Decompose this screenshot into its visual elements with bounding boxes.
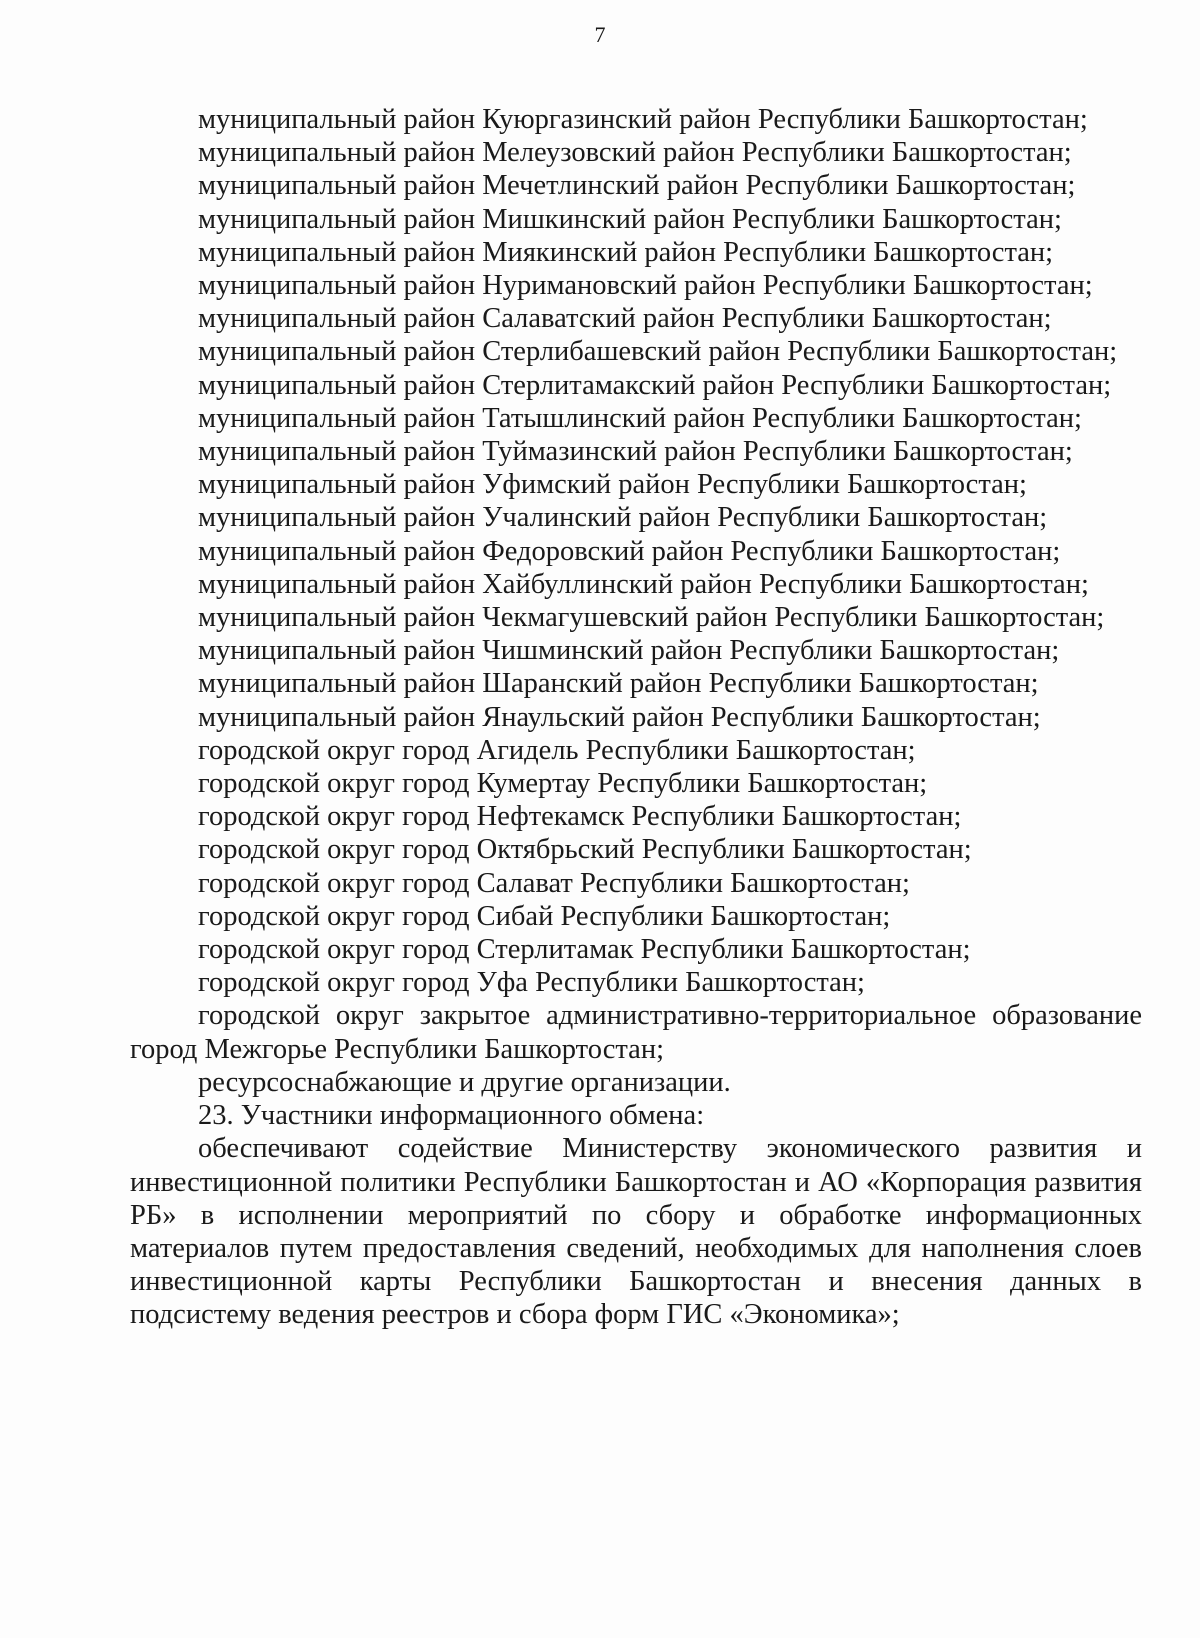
- paragraph: муниципальный район Стерлитамакский район Республики Башкортостан;: [198, 369, 1112, 401]
- page-number: 7: [594, 22, 606, 47]
- paragraph: муниципальный район Миякинский район Республики Башкортостан;: [198, 236, 1054, 268]
- paragraph: муниципальный район Туймазинский район Республики Башкортостан;: [198, 436, 1073, 468]
- paragraph: городской округ город Кумертау Республики Башкортостан;: [198, 768, 928, 800]
- paragraph: городской округ город Уфа Республики Башкортостан;: [198, 967, 865, 999]
- paragraph: городской округ город Октябрьский Республики Башкортостан;: [198, 834, 972, 866]
- paragraph: городской округ город Нефтекамск Республики Башкортостан;: [198, 801, 962, 833]
- paragraph: ресурсоснабжающие и другие организации.: [198, 1066, 731, 1098]
- paragraph: муниципальный район Мишкинский район Республики Башкортостан;: [198, 203, 1062, 235]
- paragraph: муниципальный район Федоровский район Республики Башкортостан;: [198, 535, 1061, 567]
- paragraph: городской округ город Агидель Республики Башкортостан;: [198, 734, 916, 766]
- paragraph: муниципальный район Чишминский район Республики Башкортостан;: [198, 635, 1060, 667]
- paragraph: муниципальный район Салаватский район Республики Башкортостан;: [198, 303, 1052, 335]
- paragraph: муниципальный район Куюргазинский район Республики Башкортостан;: [198, 104, 1088, 135]
- paragraph: муниципальный район Мелеузовский район Республики Башкортостан;: [198, 137, 1072, 169]
- paragraph: муниципальный район Чекмагушевский район Республики Башкортостан;: [198, 602, 1105, 634]
- paragraph: обеспечивают содействие Министерству экономического развития и инвестиционной политики Республики Башкортостан и АО «Корпорация развития РБ» в исполнении мероприятий по сбору и обработке информационных материалов путем предоставления сведений, необходимых для наполнения слоев инвестиционной карты Республики Башкортостан и внесения данных в подсистему ведения реестров и сбора форм ГИС «Экономика»;: [130, 1133, 1142, 1331]
- paragraph: городской округ город Сибай Республики Башкортостан;: [198, 900, 891, 932]
- document-body: [130, 103, 1142, 1332]
- paragraph: муниципальный район Хайбуллинский район Республики Башкортостан;: [198, 568, 1089, 600]
- paragraph: городской округ закрытое административно-территориальное образование город Межгорье Республики Башкортостан;: [130, 1000, 1142, 1065]
- paragraph: муниципальный район Нуримановский район Республики Башкортостан;: [198, 270, 1093, 302]
- paragraph: городской округ город Стерлитамак Республики Башкортостан;: [198, 934, 971, 966]
- paragraph: 23. Участники информационного обмена:: [198, 1100, 705, 1132]
- paragraph: муниципальный район Татышлинский район Республики Башкортостан;: [198, 402, 1082, 434]
- paragraph: муниципальный район Шаранский район Республики Башкортостан;: [198, 668, 1039, 700]
- paragraph: муниципальный район Уфимский район Республики Башкортостан;: [198, 469, 1027, 501]
- paragraph: муниципальный район Стерлибашевский район Республики Башкортостан;: [198, 336, 1118, 368]
- paragraph: муниципальный район Янаульский район Республики Башкортостан;: [198, 701, 1041, 733]
- paragraph: городской округ город Салават Республики Башкортостан;: [198, 867, 910, 899]
- paragraph: муниципальный район Учалинский район Республики Башкортостан;: [198, 502, 1048, 534]
- paragraph: муниципальный район Мечетлинский район Республики Башкортостан;: [198, 170, 1076, 202]
